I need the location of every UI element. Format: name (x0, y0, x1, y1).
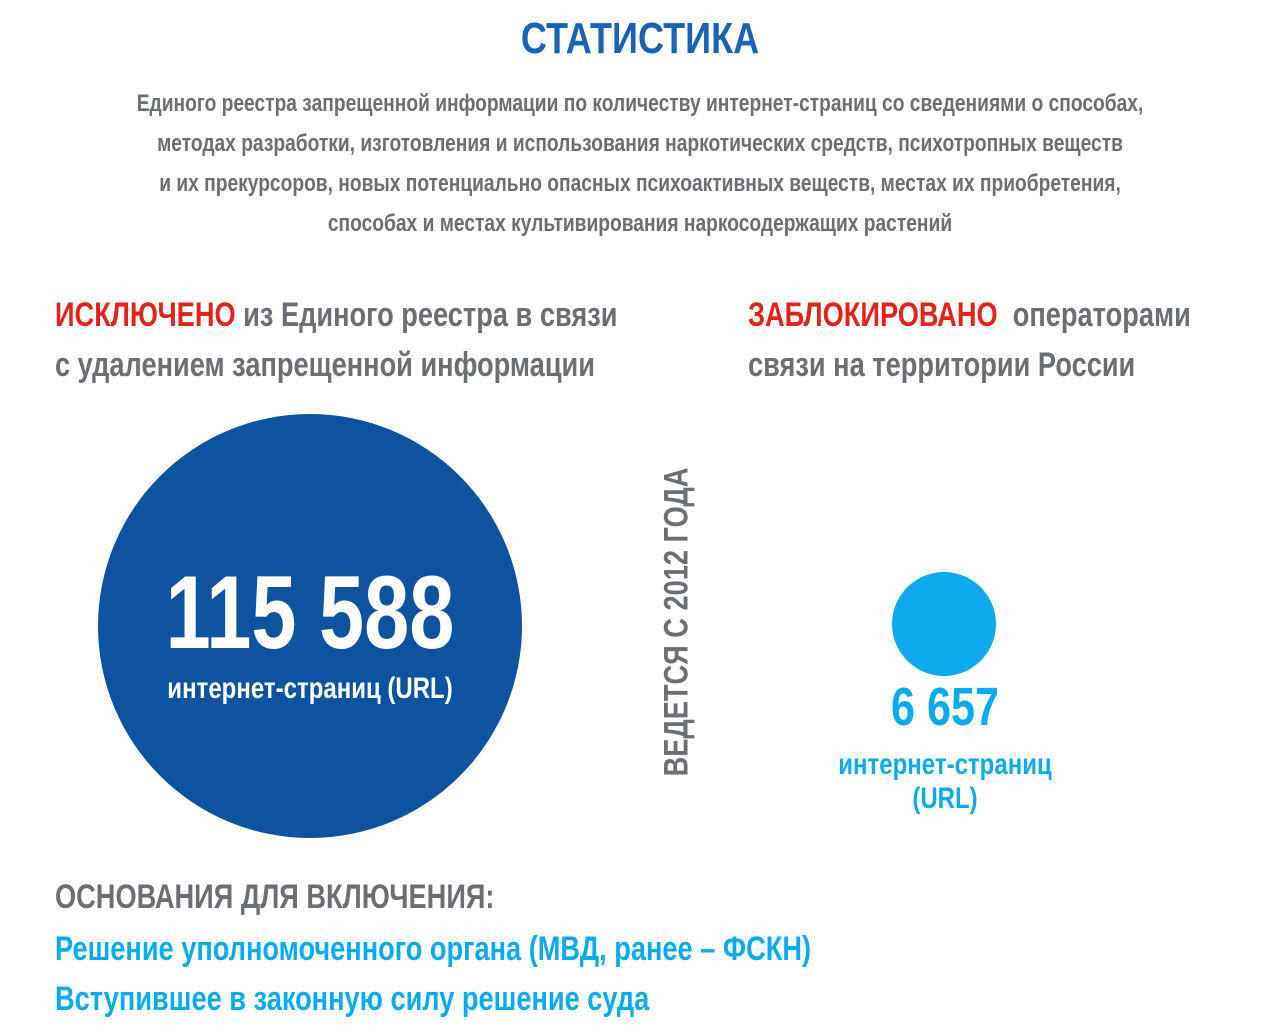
excluded-accent: ИСКЛЮЧЕНО (55, 296, 236, 334)
subtitle-line: и их прекурсоров, новых потенциально опасных психоактивных веществ, местах их приобретения, (159, 170, 1121, 197)
excluded-heading-rest: из Единого реестра в связи (235, 296, 618, 334)
basis-heading: ОСНОВАНИЯ ДЛЯ ВКЛЮЧЕНИЯ: (55, 878, 495, 916)
subtitle-line: Единого реестра запрещенной информации по количеству интернет-страниц со сведениями о способах, (136, 90, 1144, 117)
blocked-accent: ЗАБЛОКИРОВАНО (748, 296, 998, 334)
excluded-heading (55, 290, 617, 390)
blocked-value: 6 657 (890, 677, 1000, 737)
excluded-value: 115 588 (165, 555, 455, 671)
subtitle-line: методах разработки, изготовления и использования наркотических средств, психотропных веществ (157, 130, 1123, 157)
basis-item: Решение уполномоченного органа (МВД, ранее – ФСКН) (55, 930, 812, 968)
blocked-heading-rest: операторами (997, 296, 1191, 334)
excluded-heading-line2: с удалением запрещенной информации (55, 346, 595, 384)
since-label: ВЕДЕТСЯ С 2012 ГОДА (657, 467, 696, 777)
page-title: СТАТИСТИКА (520, 14, 760, 63)
page-subtitle (40, 84, 1240, 244)
blocked-circle (892, 572, 996, 676)
blocked-unit: интернет-страниц (URL) (838, 748, 1052, 815)
basis-item: Вступившее в законную силу решение суда (55, 980, 650, 1018)
blocked-heading-line2: связи на территории России (748, 346, 1136, 384)
blocked-heading (748, 290, 1191, 390)
excluded-unit: интернет-страниц (URL) (167, 672, 453, 705)
subtitle-line: способах и местах культивирования наркосодержащих растений (327, 210, 953, 237)
